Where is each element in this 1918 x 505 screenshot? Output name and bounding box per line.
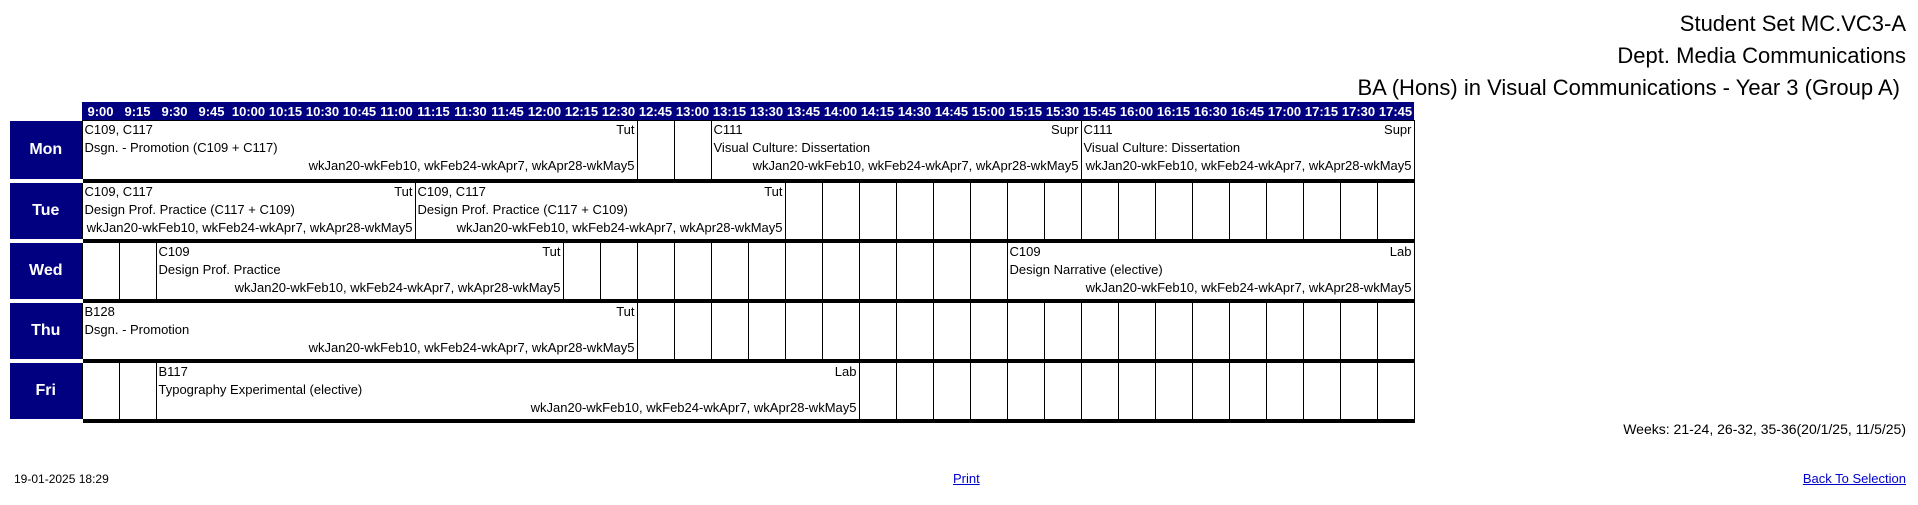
back-to-selection-link[interactable]: Back To Selection [1802,471,1906,486]
programme-title: BA (Hons) in Visual Communications - Year 3 (Group A) [1357,75,1900,100]
time-slot-header: 11:00 [378,102,415,121]
time-slot-header: 12:00 [527,103,562,119]
activity-block [82,301,637,361]
activity-room: C109 [1009,243,1041,259]
activity-block [711,121,1081,181]
activity-room: C109, C117 [84,183,153,199]
empty-slot [859,301,896,361]
empty-slot [1081,181,1118,241]
empty-slot [1266,301,1303,361]
empty-slot [933,181,970,241]
day-row-tue [10,181,1414,241]
empty-slot [896,241,933,301]
empty-slot [1266,181,1303,241]
empty-slot [637,121,674,181]
time-slot-header: 11:45 [489,102,526,121]
empty-slot [82,361,119,421]
empty-slot [933,241,970,301]
empty-slot [674,301,711,361]
activity-weeks: wkJan20-wkFeb10, wkFeb24-wkApr7, wkApr28-wkMay5 [752,158,1079,173]
time-slot-header: 10:15 [268,103,303,119]
time-slot-header: 13:30 [749,103,784,119]
empty-slot [637,241,674,301]
activity-type: Supr [1384,122,1412,137]
activity-room: B117 [158,363,188,379]
student-set-title: Student Set MC.VC3-A [1679,11,1906,36]
empty-slot [785,241,822,301]
activity-type: Lab [1389,243,1412,259]
empty-slot [1192,301,1229,361]
empty-slot [785,181,822,241]
activity-type: Tut [764,183,783,199]
empty-slot [1044,301,1081,361]
time-slot-header: 9:00 [82,102,119,121]
empty-slot [748,301,785,361]
time-slot-header: 9:15 [119,102,156,121]
empty-slot [1192,181,1229,241]
time-header-row [10,102,1414,121]
activity-weeks: wkJan20-wkFeb10, wkFeb24-wkApr7, wkApr28-wkMay5 [234,279,561,295]
empty-slot [896,181,933,241]
activity-module: Dsgn. - Promotion [84,321,190,337]
activity-weeks: wkJan20-wkFeb10, wkFeb24-wkApr7, wkApr28-wkMay5 [456,219,783,235]
empty-slot [1155,361,1192,421]
day-row-fri [10,361,1414,421]
empty-slot [970,301,1007,361]
activity-type: Tut [394,183,413,199]
empty-slot [896,301,933,361]
day-row-wed [10,241,1414,301]
timestamp: 19-01-2025 18:29 [14,472,109,486]
empty-slot [1377,181,1414,241]
weeks-summary: Weeks: 21-24, 26-32, 35-36(20/1/25, 11/5/25) [1623,421,1906,437]
time-slot-header: 13:00 [675,103,710,119]
empty-slot [1340,301,1377,361]
activity-module: Typography Experimental (elective) [158,381,363,397]
empty-slot [119,361,156,421]
time-slot-header: 12:15 [564,103,599,119]
timetable-grid [10,102,1415,423]
activity-weeks: wkJan20-wkFeb10, wkFeb24-wkApr7, wkApr28-wkMay5 [308,339,635,355]
time-slot-header: 9:45 [193,102,230,121]
empty-slot [1007,181,1044,241]
empty-slot [859,361,896,421]
time-slot-header: 15:00 [971,103,1006,119]
activity-weeks: wkJan20-wkFeb10, wkFeb24-wkApr7, wkApr28-wkMay5 [308,158,635,173]
activity-block [82,181,415,241]
empty-slot [1340,361,1377,421]
empty-slot [970,181,1007,241]
activity-type: Tut [616,303,635,319]
time-slot-header: 11:15 [415,102,452,121]
empty-slot [1007,301,1044,361]
empty-slot [637,301,674,361]
empty-slot [563,241,600,301]
activity-weeks: wkJan20-wkFeb10, wkFeb24-wkApr7, wkApr28-wkMay5 [1085,158,1412,173]
activity-weeks: wkJan20-wkFeb10, wkFeb24-wkApr7, wkApr28-wkMay5 [530,399,857,415]
empty-slot [1266,361,1303,421]
time-slot-header: 12:45 [638,103,673,119]
activity-type: Tut [616,122,635,137]
time-slot-header: 14:15 [860,103,895,119]
activity-block [82,121,637,181]
header-corner [10,102,82,121]
activity-weeks: wkJan20-wkFeb10, wkFeb24-wkApr7, wkApr28-wkMay5 [1085,279,1412,295]
empty-slot [970,361,1007,421]
empty-slot [1081,301,1118,361]
empty-slot [970,241,1007,301]
time-slot-header: 17:30 [1341,103,1376,119]
empty-slot [1377,361,1414,421]
empty-slot [1377,301,1414,361]
time-slot-header: 15:30 [1045,103,1080,119]
time-slot-header: 17:45 [1378,103,1413,119]
empty-slot [1044,181,1081,241]
empty-slot [933,361,970,421]
time-slot-header: 16:00 [1119,103,1154,119]
activity-block [1007,241,1414,301]
activity-module: Dsgn. - Promotion (C109 + C117) [84,140,278,155]
empty-slot [822,301,859,361]
activity-block [156,361,859,421]
empty-slot [1044,361,1081,421]
time-slot-header: 16:15 [1156,103,1191,119]
empty-slot [1155,181,1192,241]
empty-slot [785,301,822,361]
activity-room: B128 [84,303,115,319]
day-row-thu [10,301,1414,361]
activity-room: C109, C117 [84,122,153,137]
activity-block [1081,121,1414,181]
day-label: Tue [10,181,82,241]
empty-slot [711,241,748,301]
activity-block [156,241,563,301]
empty-slot [896,361,933,421]
activity-weeks: wkJan20-wkFeb10, wkFeb24-wkApr7, wkApr28-wkMay5 [86,219,413,235]
empty-slot [859,241,896,301]
time-slot-header: 9:30 [156,102,193,121]
activity-block [415,181,785,241]
time-slot-header: 14:00 [823,103,858,119]
time-slot-header: 14:30 [897,103,932,119]
empty-slot [1192,361,1229,421]
empty-slot [82,241,119,301]
empty-slot [1303,361,1340,421]
activity-module: Design Prof. Practice (C117 + C109) [417,201,628,217]
time-slot-header: 15:45 [1082,103,1117,119]
activity-room: C109, C117 [417,183,486,199]
empty-slot [600,241,637,301]
time-slot-header: 10:00 [231,103,266,119]
time-slot-header: 13:45 [786,103,821,119]
empty-slot [1118,181,1155,241]
empty-slot [1229,361,1266,421]
activity-room: C111 [1083,122,1113,137]
activity-type: Lab [834,363,857,379]
time-slot-header: 15:15 [1008,103,1043,119]
empty-slot [933,301,970,361]
empty-slot [711,301,748,361]
time-slot-header: 13:15 [712,103,747,119]
time-slot-header: 16:30 [1193,103,1228,119]
empty-slot [1340,181,1377,241]
empty-slot [748,241,785,301]
empty-slot [822,181,859,241]
empty-slot [1118,361,1155,421]
empty-slot [119,241,156,301]
empty-slot [859,181,896,241]
empty-slot [1229,181,1266,241]
day-label: Fri [10,361,82,421]
print-link[interactable]: Print [953,471,980,486]
activity-room: C109 [158,243,190,259]
day-row-mon [10,121,1414,181]
empty-slot [1081,361,1118,421]
empty-slot [822,241,859,301]
day-label: Mon [10,121,82,181]
time-slot-header: 11:30 [452,102,489,121]
time-slot-header: 17:00 [1267,103,1302,119]
day-label: Wed [10,241,82,301]
activity-module: Visual Culture: Dissertation [713,140,871,155]
empty-slot [674,121,711,181]
activity-module: Design Prof. Practice (C117 + C109) [84,201,295,217]
activity-module: Design Narrative (elective) [1009,261,1163,277]
time-slot-header: 10:45 [342,103,377,119]
activity-type: Supr [1051,122,1079,137]
empty-slot [674,241,711,301]
empty-slot [1303,181,1340,241]
day-label: Thu [10,301,82,361]
time-slot-header: 10:30 [305,103,340,119]
time-slot-header: 17:15 [1304,103,1339,119]
activity-module: Design Prof. Practice [158,261,281,277]
time-slot-header: 12:30 [601,103,636,119]
activity-type: Tut [542,243,561,259]
time-slot-header: 16:45 [1230,103,1265,119]
department-title: Dept. Media Communications [1617,43,1906,68]
empty-slot [1155,301,1192,361]
activity-room: C111 [713,122,743,137]
empty-slot [1118,301,1155,361]
empty-slot [1007,361,1044,421]
empty-slot [1229,301,1266,361]
time-slot-header: 14:45 [934,103,969,119]
activity-module: Visual Culture: Dissertation [1083,140,1241,155]
empty-slot [1303,301,1340,361]
